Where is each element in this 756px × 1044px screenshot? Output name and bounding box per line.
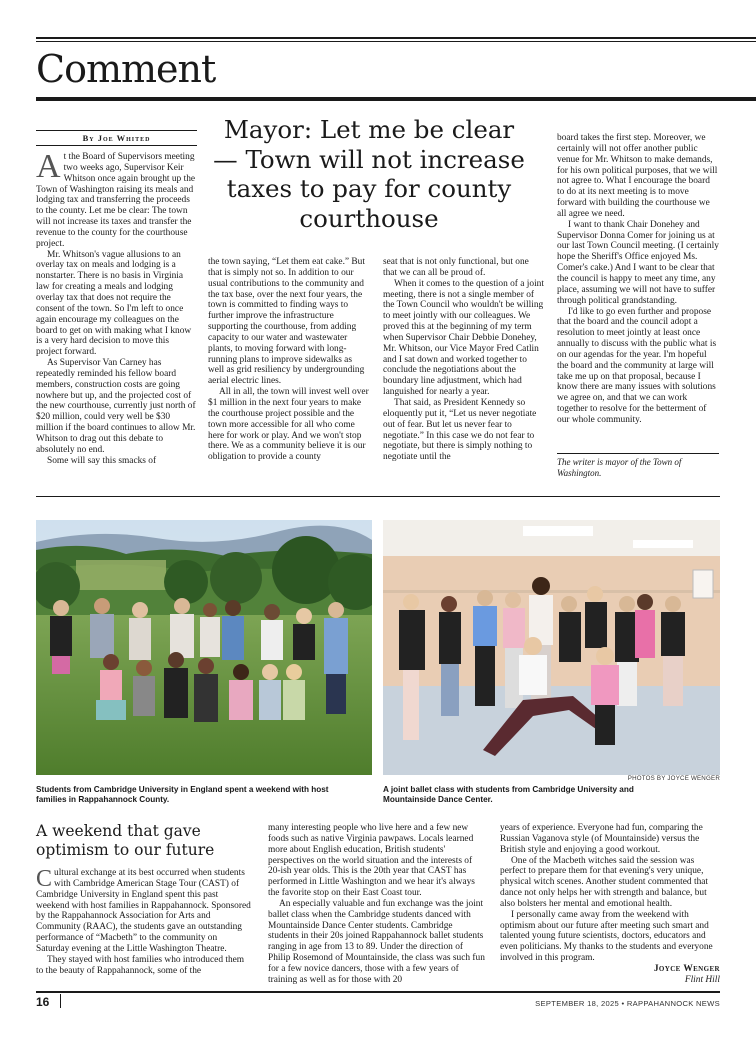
dateline: SEPTEMBER 18, 2025 • RAPPAHANNOCK NEWS xyxy=(535,999,720,1008)
photo-ballet-class xyxy=(383,520,720,775)
article2-column-3 xyxy=(500,823,720,986)
paragraph: An especially valuable and fun exchange was the joint ballet class when the Cambridge students danced with Mountainside Dance Center students. Cambridge students in their 20s joined Rappahannock ballet students ranging in age from 13 to 89. Under the direction of Philip Rosemond of Mountainside, the class was such fun for a few novice dancers, those with a few years of training as well as for those with 20 xyxy=(268,898,485,985)
paragraph: As Supervisor Van Carney has repeatedly reminded his fellow board members, construction costs are going nowhere but up, and the projected cost of the new courthouse, currently just north of $20 million, could very well be $30 million if the board continues to allow Mr. Whitson to drag out this debate to absolutely no end. xyxy=(36,358,196,455)
article2-column-1 xyxy=(36,868,251,976)
paragraph: years of experience. Everyone had fun, comparing the Russian Vaganova style (of Mountainside) versus the British style and enjoying a good workout. xyxy=(500,823,703,855)
paragraph: I'd like to go even further and propose that the board and the council adopt a resolution to meet jointly at least once annually to discuss with the public what is on our agendas for the year. I'm hopeful the board and the community at large will take me up on that proposal, because I know there are many issues with solutions we agree on, and that we can work together to resolve for the betterment of our whole community. xyxy=(557,306,717,425)
paragraph: That said, as President Kennedy so eloquently put it, “Let us never negotiate out of fear. But let us never fear to negotiate.” In this case we do not fear to negotiate, but there is simply nothing to negotiate until the xyxy=(383,397,537,463)
paragraph: the town saying, “Let them eat cake.” But that is simply not so. In addition to our usual contributions to the community and the tax base, over the next four years, the town is committed to finding ways to further improve the infrastructure supporting the courthouse, from adding capacity to our water and wastewater plants, to moving forward with long-running plans to improve sidewalks as well as grid resiliency by undergrounding aerial electric lines. xyxy=(208,257,365,387)
page-number: 16 xyxy=(36,995,50,1009)
paragraph: They stayed with host families who introduced them to the beauty of Rappahannock, some of the xyxy=(36,954,245,976)
section-title: Comment xyxy=(36,47,216,91)
paragraph: many interesting people who live here and a few new foods such as native Virginia pawpaws. Locals learned more about English education, British students' perspectives on the world situation and the interests of 20-ish year olds. This is the 20th year that CAST has performed in Little Washington and we hear it's always the favorite stop on their East Coast tour. xyxy=(268,823,475,899)
photo-credit: PHOTOS BY JOYCE WENGER xyxy=(627,775,720,782)
dropcap: C xyxy=(36,866,53,892)
photo-caption-left: Students from Cambridge University in England spent a weekend with host families in Rappahannock County. xyxy=(36,785,329,804)
section-title-rule xyxy=(36,97,756,101)
top-rule-thick xyxy=(36,37,756,39)
dropcap: A xyxy=(36,148,61,185)
article2-headline: A weekend that gave optimism to our future xyxy=(36,822,215,859)
photo-students-outdoors-image xyxy=(36,520,372,775)
byline-rule-bottom xyxy=(36,145,197,146)
paragraph: board takes the first step. Moreover, we certainly will not offer another public venue for Mr. Whitson to make demands, for his own political purposes, that we will not agree to. What I encourage the board to do at its next meeting is to move forward with building the courthouse we all agree we need. xyxy=(557,133,718,219)
page-number-divider xyxy=(60,994,61,1008)
article-column-1 xyxy=(36,148,197,466)
paragraph: ultural exchange at its best occurred when students with Cambridge American Stage Tour (CAST) of Cambridge University in England spent this past weekend with host families in Rappahannock. Sponsored by the Rappahannock Association for Arts and Community (RAAC), the students gave an outstanding performance of “Macbeth” to the community on Saturday evening at the Little Washington Theatre. xyxy=(36,868,251,954)
signature-place: Flint Hill xyxy=(684,974,720,985)
author-tagline: The writer is mayor of the Town of Washington. xyxy=(557,457,682,478)
photo-caption-right: A joint ballet class with students from Cambridge University and Mountainside Dance Center. xyxy=(383,785,634,804)
paragraph: I want to thank Chair Donehey and Supervisor Donna Comer for joining us at our last Town Council meeting. (I certainly hope the Sheriff's Office enjoyed Ms. Comer's cake.) And I want to be clear that the council is happy to meet any time, any place, assuming we will not have to suffer through political grandstanding. xyxy=(557,219,719,306)
byline: By Joe Whited xyxy=(82,133,151,143)
article-column-3 xyxy=(383,257,545,463)
byline-rule xyxy=(36,130,197,131)
section-divider xyxy=(36,496,720,497)
tagline-rule xyxy=(557,453,719,454)
photo-students-outdoors xyxy=(36,520,372,775)
paragraph: I personally came away from the weekend with optimism about our future after meeting such smart and talented young future scientists, doctors, educators and even politicians. My thanks to the students and everyone involved in this program. xyxy=(500,909,713,964)
article2-column-2 xyxy=(268,823,485,986)
footer-rule xyxy=(36,991,720,993)
paragraph: When it comes to the question of a joint meeting, there is not a single member of the Town Council who wouldn't be willing to meet jointly with our colleagues. We proved this at the beginning of my term when Supervisor Chair Debbie Donehey, Mr. Whitson, our Vice Mayor Fred Catlin and I sat down and worked together to conclude the negotiations about the boundary line adjustment, which had languished for nearly a year. xyxy=(383,278,544,398)
article-column-2 xyxy=(208,257,370,463)
paragraph: One of the Macbeth witches said the session was perfect to prepare them for that evening's very unique, physical witch scenes. Another student commented that dance not only helps her with strength and balance, but also bolsters her mental and emotional health. xyxy=(500,855,709,909)
paragraph: t the Board of Supervisors meeting two weeks ago, Supervisor Keir Whitson once again brought up the Town of Washington raising its meals and lodging tax and transferring the proceeds to the county. Let me be clear: The town will not increase its taxes and transfer the revenue to the county for the courthouse project. xyxy=(36,152,196,249)
top-rule-thin xyxy=(36,41,756,42)
paragraph: Some will say this smacks of xyxy=(47,455,157,466)
signature-name: Joyce Wenger xyxy=(653,963,720,974)
article-headline: Mayor: Let me be clear — Town will not increase taxes to pay for county courthouse xyxy=(213,115,525,233)
article-column-4 xyxy=(557,133,719,426)
photo-ballet-class-image xyxy=(383,520,720,775)
paragraph: All in all, the town will invest well over $1 million in the next four years to make the courthouse project possible and the town more accessible for all who come here for work or play. And we won't stop there. We as a community believe it is our obligation to provide a county xyxy=(208,387,369,463)
paragraph: Mr. Whitson's vague allusions to an overlay tax on meals and lodging is a nonstarter. There is no basis in Virginia law for creating a meals and lodging overlay tax that does not require the consent of the town. So I'm left to once again encourage my colleagues on the board to get on with making what I know is a very hard decision to move this project forward. xyxy=(36,249,192,358)
paragraph: seat that is not only functional, but one that we can all be proud of. xyxy=(383,257,529,278)
